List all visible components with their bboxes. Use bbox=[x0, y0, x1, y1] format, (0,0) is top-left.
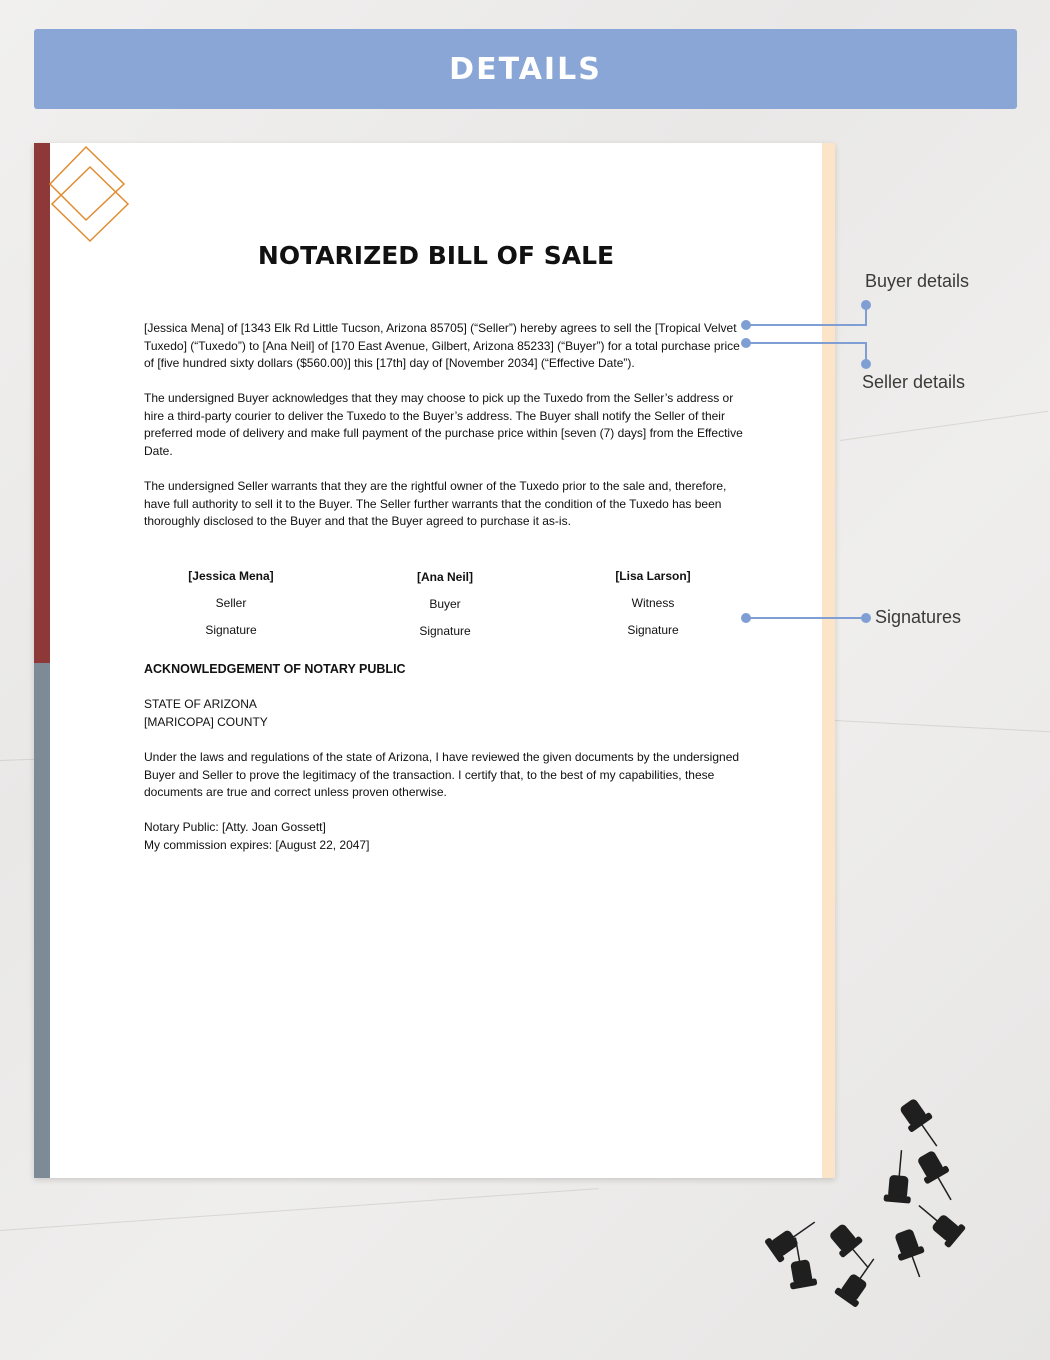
signature-label: Signature bbox=[419, 624, 471, 638]
signer-role: Buyer bbox=[429, 597, 461, 611]
signature-label: Signature bbox=[627, 623, 679, 637]
signer-name: [Jessica Mena] bbox=[188, 569, 274, 583]
push-pins-icon bbox=[750, 1085, 1010, 1325]
paragraph-text: Under the laws and regulations of the state of Arizona, I have reviewed the given documents by the undersigned Buyer and Seller to prove the legitimacy of the transaction. I certify that, to the best of my capabilities, these documents are true and correct unless proven otherwise. bbox=[144, 750, 740, 799]
signer-name: [Lisa Larson] bbox=[615, 569, 691, 583]
notary-county: [MARICOPA] COUNTY bbox=[144, 714, 268, 729]
callout-seller-details: Seller details bbox=[862, 372, 966, 392]
signer-role: Witness bbox=[631, 596, 675, 610]
paragraph-text: The undersigned Buyer acknowledges that they may choose to pick up the Tuxedo from the Seller’s address or hire a third-party courier to deliver the Tuxedo to the Buyer’s address. The Buyer shall notify the Seller of their preferred mode of delivery and make full payment of the purchase price within [seven (7) days] from the Effective Date. bbox=[144, 391, 743, 458]
callout-buyer-details: Buyer details bbox=[865, 271, 970, 291]
document-title: NOTARIZED BILL OF SALE bbox=[257, 241, 615, 270]
signer-role: Seller bbox=[215, 596, 247, 610]
signer-name: [Ana Neil] bbox=[416, 570, 473, 584]
paragraph-text: The undersigned Seller warrants that they are the rightful owner of the Tuxedo prior to the sale and, therefore, have full authority to sell it to the Buyer. The Seller further warrants that the condition of the Tuxedo has been thoroughly disclosed to the Buyer and that the Buyer agreed to purchase it as-is. bbox=[144, 479, 727, 528]
header-title: DETAILS bbox=[449, 51, 602, 87]
signature-label: Signature bbox=[205, 623, 257, 637]
notary-heading: ACKNOWLEDGEMENT OF NOTARY PUBLIC bbox=[144, 662, 406, 676]
paragraph-text: [Jessica Mena] of [1343 Elk Rd Little Tucson, Arizona 85705] (“Seller”) hereby agrees to sell the [Tropical Velvet Tuxedo] (“Tuxedo”) to [Ana Neil] of [170 East Avenue, Gilbert, Arizona 85233] (“Buyer”) for a total purchase price of [five hundred sixty dollars ($560.00)] this [17th] day of [November 2034] (“Effective Date”). bbox=[144, 321, 740, 370]
callout-signatures: Signatures bbox=[875, 607, 962, 627]
notary-public-name: Notary Public: [Atty. Joan Gossett] bbox=[144, 820, 326, 834]
notary-state: STATE OF ARIZONA bbox=[144, 697, 257, 711]
notary-commission-expiry: My commission expires: [August 22, 2047] bbox=[144, 837, 370, 852]
